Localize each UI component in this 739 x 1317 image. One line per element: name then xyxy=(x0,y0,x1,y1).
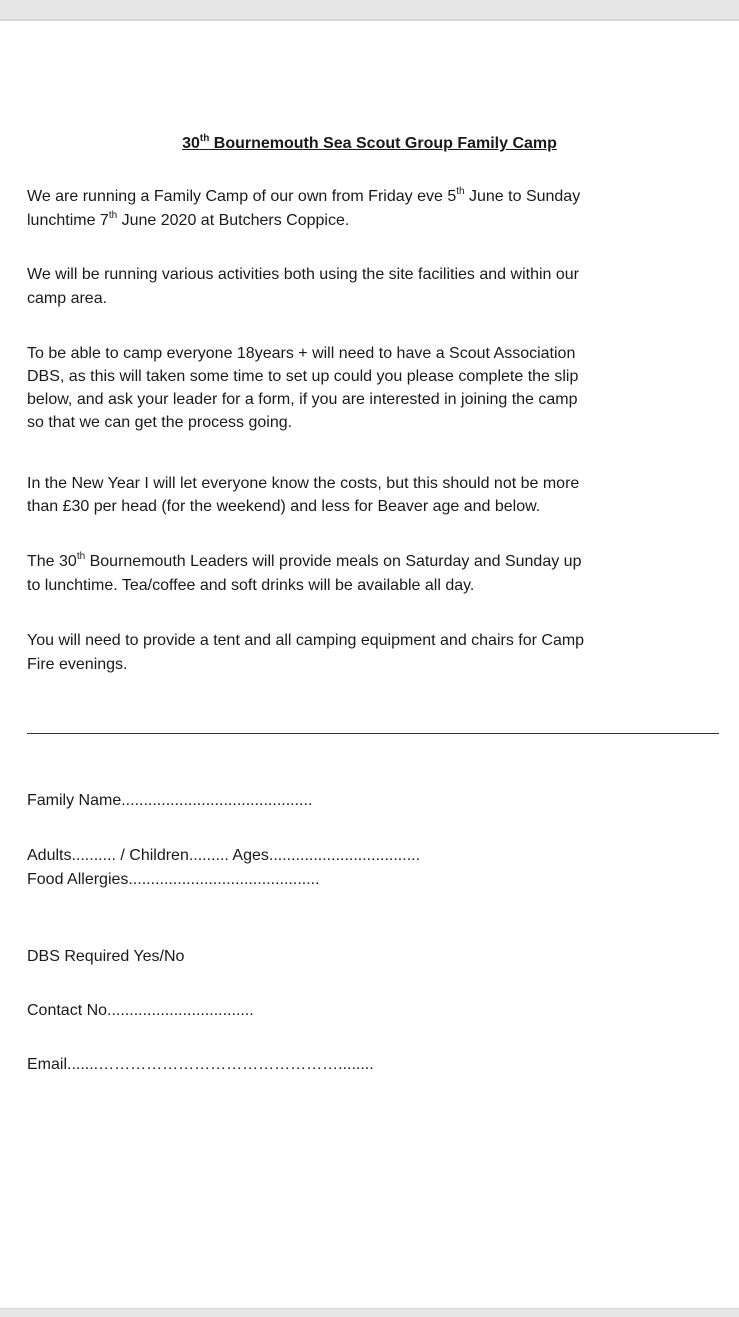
text-segment: to lunchtime. Tea/coffee and soft drinks will be available all day. xyxy=(27,577,475,594)
document-title xyxy=(0,135,739,153)
paragraph-line xyxy=(27,186,580,208)
superscript: th xyxy=(76,551,86,562)
paragraph-line xyxy=(27,575,474,597)
paragraph-line xyxy=(27,343,575,365)
adults-children-ages-field: Adults.......... / Children......... Ages.................................. xyxy=(27,847,421,864)
text-segment: DBS, as this will taken some time to set up could you please complete the slip xyxy=(27,368,579,385)
paragraph-line xyxy=(27,389,578,411)
food-allergies-field: Food Allergies........................................... xyxy=(27,871,320,888)
text-segment: lunchtime 7 xyxy=(27,212,109,229)
paragraph-line xyxy=(27,210,349,232)
superscript: th xyxy=(456,186,465,197)
text-segment: We will be running various activities both using the site facilities and within our xyxy=(27,266,579,283)
dbs-required-field: DBS Required Yes/No xyxy=(27,948,185,965)
paragraph-line xyxy=(27,288,107,310)
paragraph-line xyxy=(27,412,292,434)
text-segment: You will need to provide a tent and all camping equipment and chairs for Camp xyxy=(27,632,585,649)
title-superscript: th xyxy=(199,133,210,144)
text-segment: camp area. xyxy=(27,290,108,307)
text-segment: than £30 per head (for the weekend) and less for Beaver age and below. xyxy=(27,498,541,515)
tear-off-divider xyxy=(27,733,719,734)
text-segment: below, and ask your leader for a form, if you are interested in joining the camp xyxy=(27,391,578,408)
paragraph-line xyxy=(27,630,584,652)
paragraph-line xyxy=(27,473,579,495)
paragraph-line xyxy=(27,654,128,676)
text-segment: June 2020 at Butchers Coppice. xyxy=(117,212,350,229)
viewer-top-bar xyxy=(0,0,739,21)
contact-number-field: Contact No................................. xyxy=(27,1002,254,1019)
paragraph-line xyxy=(27,264,579,286)
paragraph-line xyxy=(27,551,581,573)
text-segment: June to Sunday xyxy=(464,188,581,205)
paragraph-line xyxy=(27,496,540,518)
title-text: Bournemouth Sea Scout Group Family Camp xyxy=(209,135,557,152)
family-name-field: Family Name........................................... xyxy=(27,792,313,809)
superscript: th xyxy=(108,210,118,221)
paragraph-line xyxy=(27,366,578,388)
title-text: 30 xyxy=(182,135,200,152)
text-segment: Fire evenings. xyxy=(27,656,128,673)
text-segment: To be able to camp everyone 18years + will need to have a Scout Association xyxy=(27,345,576,362)
text-segment: We are running a Family Camp of our own from Friday eve 5 xyxy=(27,188,457,205)
text-segment: The 30 xyxy=(27,553,77,570)
text-segment: In the New Year I will let everyone know the costs, but this should not be more xyxy=(27,475,580,492)
text-segment: so that we can get the process going. xyxy=(27,414,293,431)
email-field: Email.......………………………………………........ xyxy=(27,1056,374,1073)
text-segment: Bournemouth Leaders will provide meals on Saturday and Sunday up xyxy=(85,553,582,570)
